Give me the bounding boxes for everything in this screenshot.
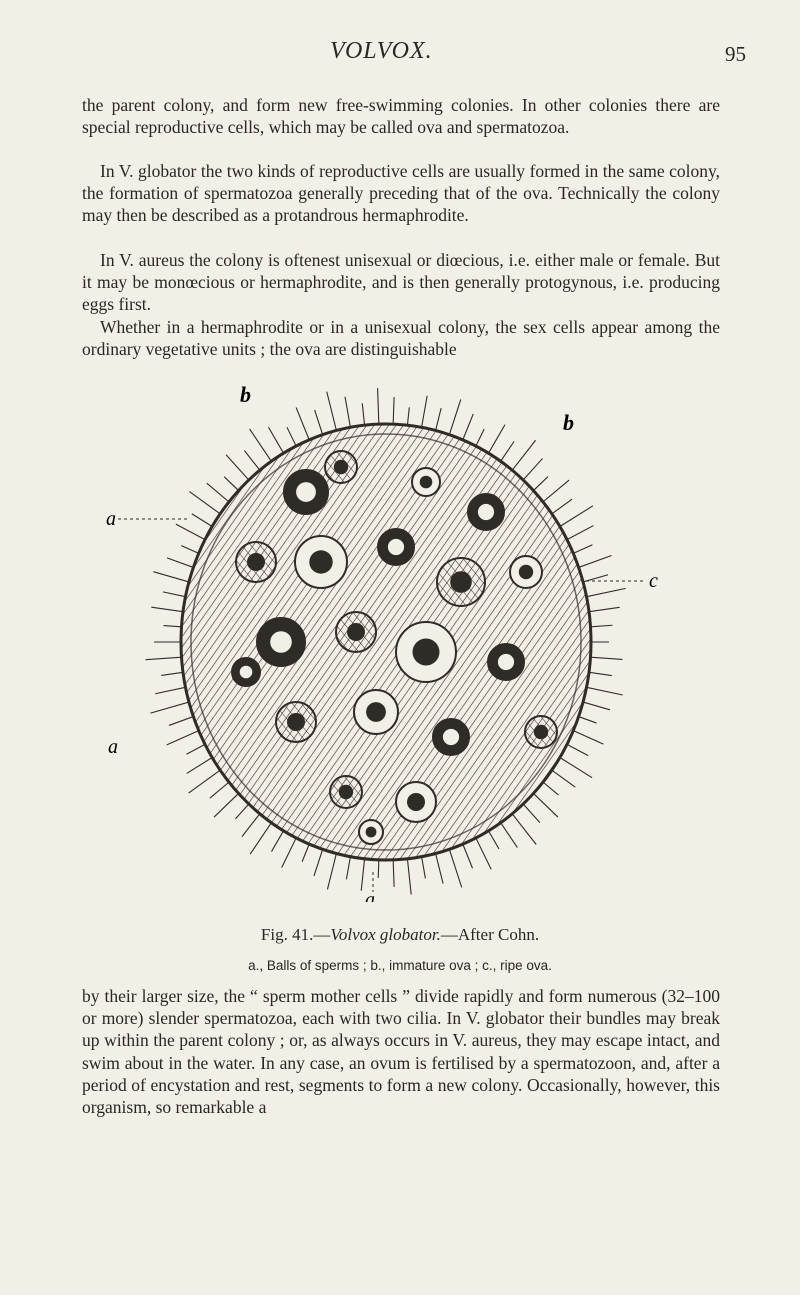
- cilium-ray: [378, 860, 379, 878]
- cilium-ray: [378, 388, 379, 424]
- cell-group: [236, 542, 276, 582]
- cilium-ray: [272, 831, 284, 852]
- label-a-left-bottom: a: [108, 736, 118, 758]
- cell-group: [295, 536, 347, 588]
- caption-credit: —After Cohn.: [440, 925, 540, 944]
- cilium-ray: [407, 407, 409, 425]
- paragraph-1: the parent colony, and form new free-swimming colonies. In other colonies there are special reproductive cells, which may be called ova and spermatozoa.: [82, 95, 720, 138]
- cell-group: [433, 719, 469, 755]
- cilium-ray: [302, 844, 309, 862]
- cilium-ray: [151, 607, 183, 611]
- cilium-ray: [153, 572, 189, 582]
- cilium-ray: [393, 860, 394, 887]
- label-a-left-top: a: [106, 508, 116, 530]
- cilium-ray: [169, 717, 193, 726]
- cilium-ray: [345, 397, 350, 428]
- cell-group: [396, 782, 436, 822]
- cilium-ray: [463, 844, 473, 868]
- caption-fig-number: Fig. 41.—: [260, 925, 331, 944]
- cilium-ray: [436, 854, 443, 884]
- cilium-ray: [567, 744, 588, 755]
- cilium-ray: [552, 770, 575, 787]
- cilium-ray: [583, 702, 610, 710]
- cell-group: [325, 451, 357, 483]
- volvox-figure: [96, 372, 676, 902]
- cilium-ray: [176, 524, 205, 539]
- cilium-ray: [187, 758, 212, 774]
- paragraph-3: [82, 249, 720, 316]
- cilium-ray: [346, 857, 350, 880]
- cilium-ray: [533, 477, 547, 491]
- cilium-ray: [207, 483, 229, 502]
- cilium-ray: [579, 555, 612, 567]
- cilium-ray: [422, 396, 428, 428]
- cilium-ray: [361, 859, 364, 891]
- cilium-ray: [242, 814, 260, 837]
- cilium-ray: [224, 477, 238, 491]
- cilium-ray: [476, 429, 484, 446]
- cilium-ray: [164, 626, 182, 627]
- cilium-ray: [591, 625, 613, 627]
- cilium-ray: [327, 392, 337, 431]
- cilium-ray: [214, 793, 238, 817]
- cilium-ray: [573, 545, 592, 554]
- cilium-ray: [146, 657, 182, 660]
- cilium-ray: [449, 399, 460, 434]
- cilium-ray: [250, 823, 271, 855]
- page-number: 95: [725, 42, 746, 66]
- label-c-right: c: [649, 570, 658, 592]
- cell-group: [510, 556, 542, 588]
- paragraph-5: by their larger size, the “ sperm mother cells ” divide rapidly and form numerous (32–100 or more) slender spermatozoa, each with two cilia. In V. globator their bundles may break up within the parent colony ; or, as always occurs in V. aureus, they may escape intact, and swim about in the water. In any case, an ovum is fertilised by a spermatozoon, and, after a period of encystation and rest, segments to form a new colony. Occasionally, however, this organism, so remarkable a: [82, 986, 720, 1118]
- cilium-ray: [436, 408, 442, 430]
- cilium-ray: [362, 403, 364, 425]
- cilium-ray: [226, 455, 249, 480]
- cilium-ray: [489, 425, 506, 454]
- figure-caption: [0, 925, 800, 945]
- cell-group: [468, 494, 504, 530]
- cilium-ray: [501, 823, 518, 848]
- cilium-ray: [533, 793, 557, 817]
- cell-group: [336, 612, 376, 652]
- cilium-ray: [287, 427, 296, 446]
- cilium-ray: [192, 514, 212, 527]
- cilium-ray: [167, 731, 199, 745]
- cilium-ray: [523, 458, 542, 480]
- cell-group: [412, 468, 440, 496]
- label-b-top: b: [240, 382, 251, 407]
- cilium-ray: [587, 687, 623, 695]
- cilium-ray: [282, 838, 296, 868]
- cilium-ray: [589, 607, 620, 611]
- cell-group: [354, 690, 398, 734]
- cilium-ray: [463, 414, 473, 440]
- paragraph-3-text: In V. aureus the colony is oftenest unisexual or diœcious, i.e. either male or female. But it may be monœcious or hermaphrodite, and is then generally protogynous, i.e. producing eggs first.: [82, 250, 720, 315]
- cell-group: [330, 776, 362, 808]
- label-b-right: b: [563, 410, 574, 435]
- cilium-ray: [314, 849, 323, 876]
- cilium-ray: [573, 731, 603, 744]
- cilium-ray: [501, 441, 514, 461]
- cilium-ray: [393, 397, 394, 424]
- cilium-ray: [579, 717, 597, 723]
- cilium-ray: [560, 758, 592, 778]
- cilium-ray: [589, 672, 612, 675]
- cilium-ray: [449, 849, 461, 887]
- cell-group: [437, 558, 485, 606]
- cilium-ray: [327, 854, 336, 890]
- cilium-ray: [315, 410, 323, 435]
- cilium-ray: [512, 440, 535, 470]
- cilium-ray: [163, 592, 185, 597]
- cell-group: [378, 529, 414, 565]
- cilium-ray: [189, 770, 221, 793]
- cell-group: [359, 820, 383, 844]
- cilium-ray: [476, 838, 491, 869]
- cilium-ray: [186, 744, 205, 754]
- cilium-ray: [244, 451, 259, 471]
- cilium-ray: [422, 857, 426, 879]
- cilium-ray: [235, 804, 248, 819]
- cell-group: [276, 702, 316, 742]
- colony-wall: [181, 424, 591, 860]
- cilium-ray: [155, 687, 185, 693]
- cilium-ray: [567, 526, 593, 540]
- cell-group: [525, 716, 557, 748]
- cell-group: [396, 622, 456, 682]
- cilium-ray: [407, 859, 411, 895]
- page-header: [0, 38, 800, 78]
- cilium-ray: [523, 804, 540, 823]
- cell-group: [257, 618, 305, 666]
- cilium-ray: [512, 814, 536, 845]
- cilium-ray: [150, 702, 188, 713]
- cilium-ray: [543, 782, 558, 795]
- cilium-ray: [552, 499, 572, 514]
- cilium-ray: [269, 427, 284, 453]
- cilium-ray: [591, 657, 623, 659]
- cilium-ray: [167, 558, 193, 568]
- paragraph-2-text: In V. globator the two kinds of reproductive cells are usually formed in the same colony, the formation of spermatozoa generally preceding that of the ova. Technically the colony may then be described as a protandrous hermaphrodite.: [82, 161, 720, 226]
- cilium-ray: [161, 672, 183, 675]
- paragraph-2: [82, 160, 720, 227]
- figure-legend: a., Balls of sperms ; b., immature ova ; c., ripe ova.: [248, 958, 552, 973]
- label-a-bottom: a: [365, 889, 375, 902]
- cell-group: [232, 658, 260, 686]
- cilium-ray: [250, 429, 272, 461]
- cilium-ray: [210, 782, 229, 798]
- cilium-ray: [296, 407, 309, 439]
- volvox-colony-illustration: [96, 372, 676, 902]
- cilium-ray: [543, 480, 569, 502]
- cell-group: [488, 644, 524, 680]
- cilium-ray: [189, 492, 220, 514]
- cilium-ray: [489, 831, 500, 849]
- cilium-ray: [587, 588, 626, 596]
- running-title: VOLVOX.: [330, 38, 433, 64]
- caption-title: Volvox globator.: [330, 925, 441, 944]
- paragraph-4-text: Whether in a hermaphrodite or in a unisexual colony, the sex cells appear among the ordinary vegetative units ; the ova are distinguishable: [82, 317, 720, 360]
- cell-group: [284, 470, 328, 514]
- cilium-ray: [560, 506, 593, 527]
- cilium-ray: [181, 546, 198, 554]
- paragraph-4: [82, 316, 720, 360]
